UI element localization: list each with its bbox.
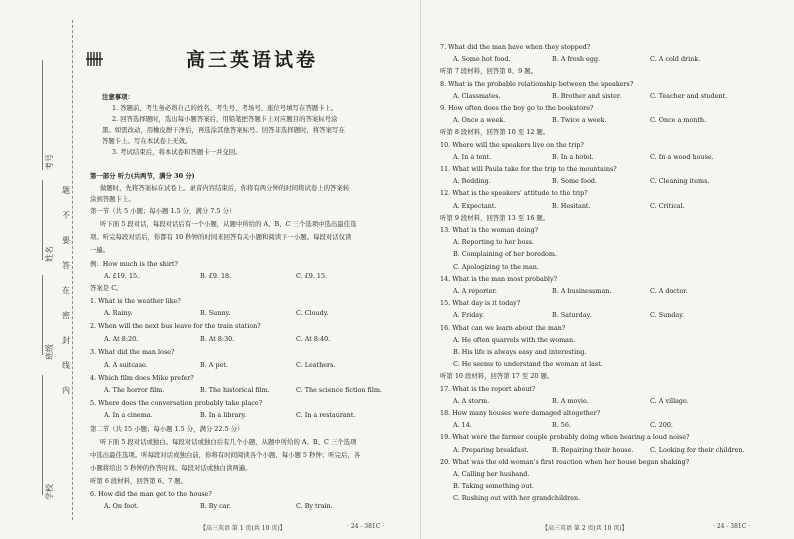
option: C. A cold drink.: [650, 55, 701, 64]
binding-banji-line: [42, 275, 43, 355]
binding-char: 内: [62, 386, 70, 395]
question: 7. What did the man have when they stopped?: [440, 43, 591, 51]
part1-intro: 做题时，先将答案标在试卷上。录音内容结束后，你将有两分钟的时间将试卷上的答案转: [100, 184, 350, 192]
option: B. A fresh egg.: [552, 55, 601, 64]
part1-heading: 第一部分 听力(共两节，满分 30 分): [90, 172, 195, 180]
binding-xuexiao: 学校: [45, 484, 54, 500]
option: B. 56.: [552, 421, 571, 430]
option: A. 14.: [453, 421, 472, 430]
section1-heading: 第一节（共 5 小题；每小题 1.5 分，满分 7.5 分）: [90, 207, 236, 215]
part1-intro: 涂到答题卡上。: [90, 195, 135, 203]
option: B. Taking something out.: [453, 482, 534, 491]
option: C. He seems to understand the woman at last.: [453, 360, 603, 369]
option: A. The horror film.: [104, 386, 165, 394]
binding-xingming-line: [42, 180, 43, 260]
question: 20. What was the old woman's first reaction when her house began shaking?: [440, 457, 690, 466]
binding-kaohao: 考号: [45, 154, 54, 170]
option: C. 200.: [650, 421, 673, 430]
option: A. In a tent.: [453, 152, 492, 161]
question: 18. How many houses were damaged altogether?: [440, 409, 601, 417]
direction-line: 听第 9 段材料，回答第 13 至 16 题。: [440, 213, 550, 222]
option: B. By car.: [200, 502, 231, 510]
option: C. A doctor.: [650, 287, 688, 295]
question: 17. What is the report about?: [440, 384, 536, 393]
option: C. Once a month.: [650, 116, 707, 125]
option: C. A village.: [650, 396, 689, 405]
section2-heading: 第二节（共 15 小题；每小题 1.5 分，满分 22.5 分）: [90, 425, 244, 433]
option: C. Cleaning items.: [650, 177, 710, 186]
left-page-footer: 【高三英语 第 1 页(共 10 页)】: [200, 525, 286, 532]
question: 13. What is the woman doing?: [440, 226, 539, 234]
question: 9. How often does the boy go to the bookstore?: [440, 104, 594, 112]
example-option: B. £9. 18.: [200, 272, 232, 280]
right-page-code: · 24 - 381C ·: [713, 523, 751, 530]
question: 11. What will Paula take for the trip to the mountains?: [440, 165, 617, 173]
section1-intro: 听下面 5 段对话，每段对话后有一个小题，从题中所给的 A、B、C 三个选项中选出最佳选: [100, 220, 357, 228]
option: A. Bedding.: [453, 177, 491, 186]
option: C. Rushing out with her grandchildren.: [453, 494, 581, 503]
example-option: A. £19. 15.: [104, 272, 140, 280]
question: 19. What were the farmer couple probably doing when hearing a loud noise?: [440, 433, 690, 442]
option: A. Calling her husband.: [453, 470, 530, 478]
center-fold: [420, 0, 421, 539]
binding-char: 要: [62, 236, 70, 245]
option: A. A suitcase.: [104, 361, 148, 369]
option: B. At 8:30.: [200, 335, 235, 343]
notes-line: 3. 考试结束后，将本试卷和答题卡一并交回。: [112, 148, 242, 156]
option: B. In a library.: [200, 411, 247, 419]
direction-line: 听第 8 段材料，回答第 10 至 12 题。: [440, 128, 550, 137]
option: A. Reporting to her boss.: [453, 238, 535, 247]
binding-xuexiao-line: [42, 375, 43, 495]
binding-banji: 班级: [45, 344, 54, 360]
option: A. Once a week.: [453, 116, 506, 125]
option: B. The historical film.: [200, 386, 270, 394]
question: 15. What day is it today?: [440, 299, 521, 308]
question: 16. What can we learn about the man?: [440, 323, 566, 332]
question: 12. What is the speakers' attitude to the trip?: [440, 189, 588, 198]
option: C. Critical.: [650, 201, 685, 210]
option: A. At 8:20.: [104, 335, 139, 343]
option: C. Sunday.: [650, 311, 685, 320]
option: C. Looking for their children.: [650, 445, 745, 454]
question: 1. What is the weather like?: [90, 297, 181, 305]
section2-intro: 听第 6 段材料，回答第 6、7 题。: [90, 477, 188, 485]
option: B. A businessman.: [552, 287, 612, 295]
option: A. Preparing breakfast.: [453, 445, 529, 454]
example-answer: 答案是 C。: [90, 284, 123, 292]
notes-line: 1. 答题前，考生务必将自己的姓名、考生号、考场号、座位号填写在答题卡上。: [112, 104, 338, 112]
notes-line: 黑。如需改动，用橡皮擦干净后，再选涂其他答案标号。回答非选择题时，将答案写在: [102, 126, 345, 134]
option: B. His life is always easy and interesting.: [453, 348, 587, 356]
question: 14. What is the man most probably?: [440, 274, 558, 283]
binding-char: 题: [62, 186, 70, 195]
option: C. In a restaurant.: [296, 411, 356, 419]
example-option: C. £9. 15.: [296, 272, 328, 280]
notes-line: 答题卡上。写在本试卷上无效。: [102, 137, 192, 145]
option: B. Complaining of her boredom.: [453, 250, 557, 259]
binding-char: 答: [62, 261, 70, 270]
section2-intro: 中选出最佳选项。听每段对话或独白前，你将有时间阅读各个小题，每小题 5 秒钟；听完后，各: [90, 451, 361, 459]
question: 3. What did the man lose?: [90, 348, 175, 356]
option: A. Friday.: [453, 311, 484, 320]
option: C. Cloudy.: [296, 309, 329, 317]
option: C. By train.: [296, 502, 333, 510]
option: B. In a hotel.: [552, 152, 594, 161]
option: B. Hesitant.: [552, 201, 591, 210]
question: 4. Which film does Mike prefer?: [90, 374, 194, 382]
section1-intro: 项。听完每段对话后，你都有 10 秒钟的时间来回答有关小题和阅读下一小题。每段对话仅读: [90, 233, 352, 241]
question: 6. How did the man get to the house?: [90, 490, 212, 498]
option: A. A reporter.: [453, 287, 497, 295]
option: C. Leathers.: [296, 361, 336, 369]
publisher-logo-icon: [85, 50, 105, 68]
option: C. Teacher and student.: [650, 91, 728, 100]
option: B. A pet.: [200, 361, 228, 369]
binding-dashed-line: [72, 20, 73, 520]
option: B. Sunny.: [200, 309, 231, 317]
binding-xingming: 姓名: [45, 246, 54, 262]
option: A. Expectant.: [453, 201, 497, 210]
option: B. Saturday.: [552, 311, 592, 320]
binding-char: 线: [62, 361, 70, 370]
question: 8. What is the probable relationship between the speakers?: [440, 79, 634, 88]
question: 5. Where does the conversation probably take place?: [90, 399, 263, 407]
option: B. Brother and sister.: [552, 91, 622, 100]
binding-char: 封: [62, 336, 70, 345]
binding-strip: [0, 0, 78, 539]
option: A. He often quarrels with the woman.: [453, 335, 576, 344]
page-title: 高三英语试卷: [186, 49, 319, 71]
section2-intro: 听下面 5 段对话或独白。每段对话或独白后有几个小题，从题中所给的 A、B、C 三个选项: [100, 438, 357, 446]
option: B. Repairing their house.: [552, 445, 634, 454]
binding-char: 密: [62, 311, 70, 320]
option: B. Some food.: [552, 177, 598, 186]
example-question: 例：How much is the shirt?: [90, 260, 178, 268]
direction-line: 听第 7 段材料，回答第 8、9 题。: [440, 67, 538, 76]
option: A. In a cinema.: [104, 411, 153, 419]
option: C. The science fiction film.: [296, 386, 382, 394]
option: C. At 8:40.: [296, 335, 331, 343]
notes-line: 2. 回答选择题时，选出每小题答案后，用铅笔把答题卡上对应题目的答案标号涂: [112, 115, 338, 123]
section1-intro: 一遍。: [90, 246, 110, 254]
binding-kaohao-line: [42, 60, 43, 170]
question: 2. When will the next bus leave for the train station?: [90, 322, 261, 330]
notes-heading: 注意事项：: [102, 93, 134, 101]
section2-intro: 小题将给出 5 秒钟的作答时间。每段对话或独白读两遍。: [90, 464, 252, 472]
right-page-footer: 【高三英语 第 2 页(共 10 页)】: [542, 525, 628, 532]
option: A. Rainy.: [104, 309, 133, 317]
question: 10. Where will the speakers live on the trip?: [440, 140, 584, 149]
option: A. Some hot food.: [453, 55, 511, 64]
option: C. In a wood house.: [650, 152, 714, 161]
binding-char: 不: [62, 211, 70, 220]
option: A. On foot.: [104, 502, 139, 510]
binding-char: 在: [62, 286, 70, 295]
option: B. Twice a week.: [552, 116, 607, 125]
option: C. Apologizing to the man.: [453, 262, 539, 271]
direction-line: 听第 10 段材料，回答第 17 至 20 题。: [440, 372, 554, 381]
option: A. A storm.: [453, 396, 490, 405]
left-page-code: · 24 - 381C ·: [347, 523, 385, 530]
option: B. A movie.: [552, 396, 589, 405]
option: A. Classmates.: [453, 91, 501, 100]
